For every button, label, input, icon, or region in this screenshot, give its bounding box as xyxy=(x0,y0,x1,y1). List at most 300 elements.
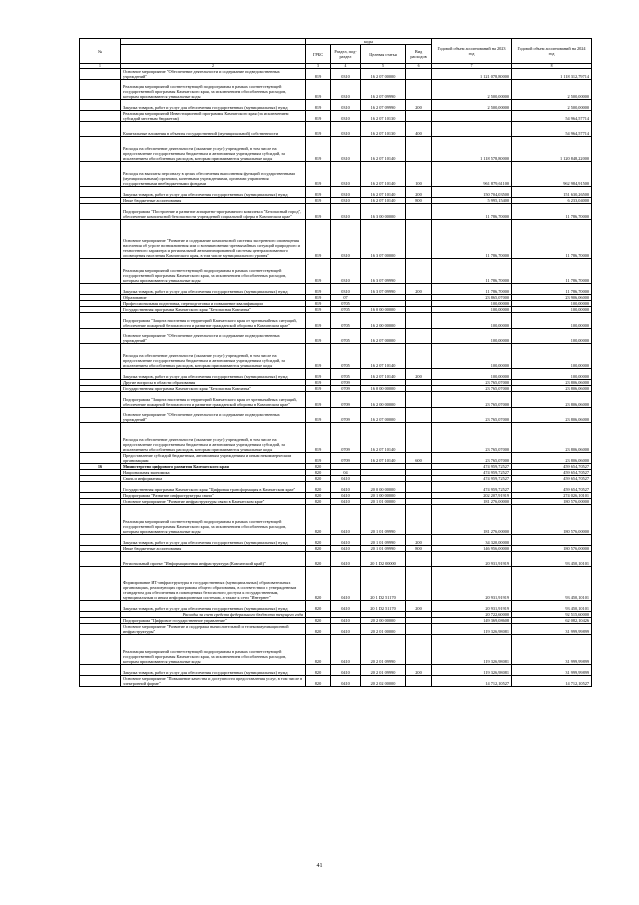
row-amount-2023: 150 704,03500 xyxy=(432,187,512,198)
table-row xyxy=(80,137,592,162)
row-amount-2024: 31 999,99899 xyxy=(512,665,592,676)
row-target-article: 16 2 07 10140 xyxy=(361,198,406,204)
row-expense-type xyxy=(406,313,432,329)
row-razdel: 0410 xyxy=(331,476,361,482)
index-cell: 6 xyxy=(406,64,432,69)
row-grbs: 819 xyxy=(306,137,331,162)
table-row xyxy=(80,601,592,612)
table-row xyxy=(80,567,592,601)
row-amount-2023: 14 712,10527 xyxy=(432,676,512,687)
row-expense-type xyxy=(406,329,432,344)
row-number xyxy=(80,482,121,493)
row-razdel: 0310 xyxy=(331,284,361,295)
row-target-article: 20 1 D2 51170 xyxy=(361,567,406,601)
row-number xyxy=(80,69,121,80)
row-razdel: 0705 xyxy=(331,313,361,329)
row-description: Подпрограмма "Построение и развитие аппаратно-программного комплекса "Безопасный город", обеспечение комплексной безопасности учреждений социальной сферы в Камчатском крае" xyxy=(121,204,306,220)
row-description: Реализация мероприятий соответствующей подпрограммы в рамках соответствующей государственной программы Камчатского края, за исключением обособленных расходов, которым присваиваются уникальные коды xyxy=(121,80,306,100)
row-target-article: 16 2 07 00000 xyxy=(361,69,406,80)
row-amount-2024: 100,00000 xyxy=(512,369,592,380)
row-number xyxy=(80,369,121,380)
row-amount-2023: 1 118 578,80000 xyxy=(432,137,512,162)
row-description: Государственная программа Камчатского края "Цифровая трансформация в Камчатском крае" xyxy=(121,482,306,493)
row-razdel: 0410 xyxy=(331,624,361,635)
row-description: Основное мероприятие "Повышение качества и доступности предоставления услуг, в том числе в электронной форме" xyxy=(121,676,306,687)
row-razdel: 0705 xyxy=(331,307,361,313)
row-amount-2023: 474 959,72527 xyxy=(432,470,512,476)
row-amount-2024: 23 806,06000 xyxy=(512,392,592,408)
row-grbs: 819 xyxy=(306,111,331,122)
row-grbs: 819 xyxy=(306,453,331,464)
row-number xyxy=(80,111,121,122)
row-grbs: 820 xyxy=(306,482,331,493)
row-target-article: 16 2 07 00000 xyxy=(361,329,406,344)
row-razdel: 0705 xyxy=(331,329,361,344)
row-amount-2023: 34 320,00000 xyxy=(432,535,512,546)
row-grbs: 819 xyxy=(306,284,331,295)
row-number xyxy=(80,204,121,220)
row-razdel: 0310 xyxy=(331,137,361,162)
row-razdel: 0410 xyxy=(331,499,361,505)
row-number xyxy=(80,392,121,408)
row-amount-2024: 180 576,00000 xyxy=(512,499,592,505)
table-row xyxy=(80,482,592,493)
row-amount-2023: 119 326,98081 xyxy=(432,665,512,676)
row-razdel: 07 xyxy=(331,295,361,301)
row-amount-2024: 62 082,10426 xyxy=(512,618,592,624)
row-expense-type: 600 xyxy=(406,453,432,464)
row-amount-2023: 100,00000 xyxy=(432,301,512,307)
row-amount-2023: 2 500,00000 xyxy=(432,80,512,100)
row-grbs: 819 xyxy=(306,369,331,380)
row-expense-type: 200 xyxy=(406,665,432,676)
row-description: Капитальные вложения в объекты государственной (муниципальной) собственности xyxy=(121,122,306,137)
row-grbs: 819 xyxy=(306,295,331,301)
index-cell: 5 xyxy=(361,64,406,69)
row-grbs: 819 xyxy=(306,329,331,344)
table-row xyxy=(80,111,592,122)
header-grbs: ГРБС xyxy=(306,45,331,64)
row-amount-2023: 100,00000 xyxy=(432,307,512,313)
row-description: Расходы на обеспечение деятельности (оказание услуг) учреждений, в том числе на предоставление государственным бюджетным и автономным учреждениям субсидий, за исключением обособленных расходов, которым присваиваются уникальные коды xyxy=(121,137,306,162)
row-amount-2024: 459 654,70527 xyxy=(512,464,592,470)
row-grbs: 820 xyxy=(306,546,331,552)
row-number xyxy=(80,624,121,635)
row-razdel: 0310 xyxy=(331,122,361,137)
table-row xyxy=(80,162,592,187)
row-grbs: 819 xyxy=(306,386,331,392)
row-target-article: 20 2 00 00000 xyxy=(361,618,406,624)
header-year-2023: Годовой объем ассигнований на 2023 год xyxy=(432,39,512,64)
row-grbs: 820 xyxy=(306,635,331,665)
row-number xyxy=(80,284,121,295)
row-target-article: 16 2 07 10140 xyxy=(361,423,406,453)
table-row xyxy=(80,635,592,665)
row-description: Реализация мероприятий Инвестиционной программы Камчатского края (за исключением субсидий местным бюджетам) xyxy=(121,111,306,122)
row-expense-type: 200 xyxy=(406,284,432,295)
row-target-article: 16 2 07 10140 xyxy=(361,453,406,464)
row-expense-type xyxy=(406,423,432,453)
row-razdel: 04 xyxy=(331,470,361,476)
row-expense-type xyxy=(406,482,432,493)
row-razdel: 0705 xyxy=(331,301,361,307)
row-number xyxy=(80,453,121,464)
row-razdel: 0310 xyxy=(331,204,361,220)
row-expense-type xyxy=(406,624,432,635)
row-amount-2023: 23 765,07000 xyxy=(432,386,512,392)
header-number: № xyxy=(80,39,121,64)
row-target-article: 16 2 07 10130 xyxy=(361,122,406,137)
row-amount-2024: 23 806,06000 xyxy=(512,423,592,453)
row-amount-2023: 2 500,00000 xyxy=(432,100,512,111)
row-number xyxy=(80,408,121,423)
row-description: Подпрограмма "Защита населения и территорий Камчатского края от чрезвычайных ситуаций, обеспечение пожарной безопасности и развитие гражданской обороны в Камчатском крае" xyxy=(121,392,306,408)
row-number xyxy=(80,187,121,198)
row-amount-2024: 100,00000 xyxy=(512,344,592,369)
row-description: Расходы за счет средств федерального бюджета текущего года xyxy=(121,612,306,618)
row-target-article: 20 1 01 09990 xyxy=(361,546,406,552)
row-amount-2024: 93 450,10101 xyxy=(512,601,592,612)
table-row xyxy=(80,69,592,80)
row-number xyxy=(80,567,121,601)
row-target-article: 20 2 01 09990 xyxy=(361,665,406,676)
row-razdel: 0709 xyxy=(331,386,361,392)
row-target-article: 16 3 07 09990 xyxy=(361,284,406,295)
table-row xyxy=(80,284,592,295)
row-razdel: 0310 xyxy=(331,100,361,111)
row-amount-2024: 93 450,10101 xyxy=(512,567,592,601)
index-cell: 8 xyxy=(512,64,592,69)
row-number xyxy=(80,162,121,187)
row-number xyxy=(80,329,121,344)
row-number xyxy=(80,535,121,546)
row-amount-2023: 11 786,70000 xyxy=(432,204,512,220)
row-target-article: 16 2 07 09990 xyxy=(361,100,406,111)
row-description: Реализация мероприятий соответствующей подпрограммы в рамках соответствующей государственной программы Камчатского края, за исключением обособленных расходов, которым присваиваются уникальные коды xyxy=(121,635,306,665)
row-grbs: 820 xyxy=(306,464,331,470)
table-row xyxy=(80,329,592,344)
row-amount-2024: 180 576,00000 xyxy=(512,505,592,535)
row-grbs: 820 xyxy=(306,618,331,624)
row-amount-2023: 961 879,61100 xyxy=(432,162,512,187)
row-target-article: 16 2 07 10140 xyxy=(361,137,406,162)
row-grbs: 819 xyxy=(306,408,331,423)
row-description: Реализация мероприятий соответствующей подпрограммы в рамках соответствующей государственной программы Камчатского края, за исключением обособленных расходов, которым присваиваются уникальные коды xyxy=(121,259,306,284)
row-expense-type xyxy=(406,80,432,100)
row-description: Основное мероприятие "Обеспечение деятельности и содержание подведомственных учреждений" xyxy=(121,408,306,423)
row-amount-2023: 100,00000 xyxy=(432,313,512,329)
row-amount-2023: 20 931,91919 xyxy=(432,552,512,567)
row-amount-2024: 459 654,70527 xyxy=(512,482,592,493)
row-target-article: 20 0 00 00000 xyxy=(361,482,406,493)
row-razdel: 0310 xyxy=(331,187,361,198)
row-amount-2023: 20 931,91919 xyxy=(432,567,512,601)
row-expense-type: 400 xyxy=(406,122,432,137)
table-row xyxy=(80,552,592,567)
row-expense-type xyxy=(406,676,432,687)
row-razdel: 0410 xyxy=(331,493,361,499)
row-razdel: 0709 xyxy=(331,453,361,464)
row-grbs: 819 xyxy=(306,69,331,80)
row-grbs: 819 xyxy=(306,100,331,111)
row-description: Закупка товаров, работ и услуг для обеспечения государственных (муниципальных) нужд xyxy=(121,665,306,676)
row-amount-2023: 1 121 078,80000 xyxy=(432,69,512,80)
row-amount-2023: 23 765,07000 xyxy=(432,453,512,464)
row-amount-2024: 100,00000 xyxy=(512,329,592,344)
row-razdel: 0709 xyxy=(331,408,361,423)
row-description: Основное мероприятие "Развитие и поддержка вычислительной и телекоммуникационной инфраструктуры" xyxy=(121,624,306,635)
row-grbs: 820 xyxy=(306,505,331,535)
table-row xyxy=(80,505,592,535)
row-razdel: 0310 xyxy=(331,259,361,284)
row-target-article: 20 1 D2 00000 xyxy=(361,552,406,567)
row-expense-type xyxy=(406,552,432,567)
row-expense-type xyxy=(406,220,432,259)
row-razdel: 0310 xyxy=(331,111,361,122)
table-row xyxy=(80,392,592,408)
row-target-article: 16 2 07 10130 xyxy=(361,111,406,122)
table-row xyxy=(80,423,592,453)
row-amount-2024: 100,00000 xyxy=(512,301,592,307)
row-amount-2024: 100,00000 xyxy=(512,313,592,329)
row-amount-2023 xyxy=(432,111,512,122)
header-razdel: Раздел, под- раздел xyxy=(331,45,361,64)
table-row xyxy=(80,220,592,259)
row-grbs: 820 xyxy=(306,567,331,601)
row-amount-2023: 119 326,98081 xyxy=(432,635,512,665)
row-amount-2023: 5 995,15400 xyxy=(432,198,512,204)
row-description: Закупка товаров, работ и услуг для обеспечения государственных (муниципальных) нужд xyxy=(121,284,306,295)
row-description: Подпрограмма "Цифровое государственное управление" xyxy=(121,618,306,624)
row-description: Подпрограмма "Развитие инфраструктуры связи" xyxy=(121,493,306,499)
row-expense-type xyxy=(406,111,432,122)
row-number xyxy=(80,423,121,453)
header-csr: Целевая статья xyxy=(361,45,406,64)
row-target-article: 20 1 01 09990 xyxy=(361,535,406,546)
row-number xyxy=(80,676,121,687)
row-target-article: 16 0 00 00000 xyxy=(361,307,406,313)
table-row xyxy=(80,204,592,220)
row-number xyxy=(80,259,121,284)
table-row xyxy=(80,122,592,137)
row-amount-2024: 14 712,10527 xyxy=(512,676,592,687)
row-grbs: 820 xyxy=(306,601,331,612)
row-amount-2023: 100,00000 xyxy=(432,344,512,369)
row-grbs: 820 xyxy=(306,470,331,476)
table-row xyxy=(80,535,592,546)
row-target-article: 16 2 07 10140 xyxy=(361,187,406,198)
row-amount-2024: 100,00000 xyxy=(512,307,592,313)
row-amount-2024: 23 906,06000 xyxy=(512,295,592,301)
table-row xyxy=(80,369,592,380)
row-target-article: 16 2 07 09990 xyxy=(361,80,406,100)
row-grbs: 819 xyxy=(306,122,331,137)
row-expense-type: 200 xyxy=(406,601,432,612)
row-description: Связь и информатика xyxy=(121,476,306,482)
row-amount-2024: 274 026,10101 xyxy=(512,493,592,499)
row-grbs: 819 xyxy=(306,344,331,369)
row-amount-2024: 23 806,06000 xyxy=(512,380,592,386)
row-expense-type: 800 xyxy=(406,546,432,552)
row-target-article: 20 2 01 00000 xyxy=(361,624,406,635)
row-amount-2023 xyxy=(432,122,512,137)
row-expense-type xyxy=(406,204,432,220)
row-target-article: 20 1 00 00000 xyxy=(361,493,406,499)
row-description: Расходы на обеспечение деятельности (оказание услуг) учреждений, в том числе на предоставление государственным бюджетным и автономным учреждениям субсидий, за исключением обособленных расходов, которым присваиваются уникальные коды xyxy=(121,344,306,369)
row-razdel: 0410 xyxy=(331,665,361,676)
row-description: Закупка товаров, работ и услуг для обеспечения государственных (муниципальных) нужд xyxy=(121,535,306,546)
row-description: Министерство цифрового развития Камчатского края xyxy=(121,464,306,470)
row-grbs: 819 xyxy=(306,220,331,259)
row-amount-2024: 151 630,26500 xyxy=(512,187,592,198)
row-amount-2024: 11 786,70000 xyxy=(512,259,592,284)
row-description: Региональный проект "Информационная инфраструктура (Камчатский край)" xyxy=(121,552,306,567)
row-description: Государственная программа Камчатского края "Безопасная Камчатка" xyxy=(121,307,306,313)
row-target-article: 16 0 00 00000 xyxy=(361,386,406,392)
row-amount-2024: 180 576,00000 xyxy=(512,546,592,552)
row-description: Профессиональная подготовка, переподготовка и повышение квалификации xyxy=(121,301,306,307)
row-description: Закупка товаров, работ и услуг для обеспечения государственных (муниципальных) нужд xyxy=(121,369,306,380)
table-row xyxy=(80,624,592,635)
row-amount-2023: 11 786,70000 xyxy=(432,220,512,259)
row-expense-type: 100 xyxy=(406,162,432,187)
header-vr: Вид расходов xyxy=(406,45,432,64)
row-amount-2023: 11 786,70000 xyxy=(432,284,512,295)
row-amount-2023: 11 786,70000 xyxy=(432,259,512,284)
row-description: Основное мероприятие "Развитие и содержание комплексной системы экстренного оповещения населения об угрозе возникновения или о возникновении чрезвычайных ситуаций природного и техногенного характера и региональной автоматизированной системы централизованного оповещения населения Камчатского края, в том числе муниципального уровня" xyxy=(121,220,306,259)
row-description: Предоставление субсидий бюджетным, автономным учреждениям и иным некоммерческим организациям xyxy=(121,453,306,464)
row-description: Подпрограмма "Защита населения и территорий Камчатского края от чрезвычайных ситуаций, обеспечение пожарной безопасности и развитие гражданской обороны в Камчатском крае" xyxy=(121,313,306,329)
row-expense-type xyxy=(406,259,432,284)
row-number xyxy=(80,505,121,535)
row-amount-2023: 100,00000 xyxy=(432,329,512,344)
table-row xyxy=(80,313,592,329)
row-amount-2024: 54 964,57714 xyxy=(512,122,592,137)
row-target-article: 16 2 07 10140 xyxy=(361,369,406,380)
row-amount-2024: 23 806,06000 xyxy=(512,453,592,464)
row-grbs: 819 xyxy=(306,392,331,408)
row-amount-2023: 20 931,91919 xyxy=(432,601,512,612)
row-amount-2024: 92 515,60000 xyxy=(512,612,592,618)
row-description: Расходы на выплаты персоналу в целях обеспечения выполнения функций государственными (муниципальными) органами, казенными учреждениями, органами управления государственными внебюджетными фондами xyxy=(121,162,306,187)
row-amount-2023: 23 865,07000 xyxy=(432,295,512,301)
row-razdel: 0410 xyxy=(331,601,361,612)
row-amount-2024: 93 450,10101 xyxy=(512,552,592,567)
index-cell: 3 xyxy=(306,64,331,69)
table-row xyxy=(80,408,592,423)
row-amount-2023: 23 765,07000 xyxy=(432,408,512,423)
row-grbs: 819 xyxy=(306,313,331,329)
row-description: Образование xyxy=(121,295,306,301)
row-target-article: 20 2 02 00000 xyxy=(361,676,406,687)
row-amount-2024: 31 999,99899 xyxy=(512,624,592,635)
row-amount-2024 xyxy=(512,535,592,546)
row-razdel: 0410 xyxy=(331,618,361,624)
table-row xyxy=(80,187,592,198)
row-number xyxy=(80,313,121,329)
page-number: 41 xyxy=(316,863,323,869)
row-grbs: 820 xyxy=(306,493,331,499)
row-razdel: 0410 xyxy=(331,676,361,687)
row-number xyxy=(80,552,121,567)
row-expense-type xyxy=(406,635,432,665)
row-expense-type: 200 xyxy=(406,187,432,198)
row-amount-2023: 181 276,00000 xyxy=(432,505,512,535)
row-razdel: 0410 xyxy=(331,567,361,601)
row-razdel: 0310 xyxy=(331,80,361,100)
row-expense-type xyxy=(406,392,432,408)
row-amount-2024: 31 999,99899 xyxy=(512,635,592,665)
row-number xyxy=(80,665,121,676)
budget-table-sheet xyxy=(79,38,591,687)
header-year-2024: Годовой объем ассигнований на 2024 год xyxy=(512,39,592,64)
row-amount-2023: 181 276,00000 xyxy=(432,499,512,505)
row-description: Основное мероприятие "Обеспечение деятельности и содержание подведомственных учреждений" xyxy=(121,69,306,80)
row-grbs: 820 xyxy=(306,535,331,546)
row-number xyxy=(80,80,121,100)
row-grbs: 819 xyxy=(306,307,331,313)
row-number xyxy=(80,601,121,612)
row-amount-2023: 20 722,60000 xyxy=(432,612,512,618)
row-number xyxy=(80,220,121,259)
row-grbs: 819 xyxy=(306,204,331,220)
row-razdel: 0310 xyxy=(331,220,361,259)
table-row xyxy=(80,100,592,111)
row-razdel: 0709 xyxy=(331,392,361,408)
row-razdel: 0410 xyxy=(331,552,361,567)
row-grbs: 819 xyxy=(306,80,331,100)
row-grbs: 819 xyxy=(306,301,331,307)
row-target-article: 16 2 07 00000 xyxy=(361,408,406,423)
row-amount-2024: 962 984,91500 xyxy=(512,162,592,187)
index-cell: 2 xyxy=(121,64,306,69)
row-target-article: 20 2 01 09990 xyxy=(361,635,406,665)
row-description: Государственная программа Камчатского края "Безопасная Камчатка" xyxy=(121,386,306,392)
row-amount-2024: 11 786,70000 xyxy=(512,220,592,259)
row-expense-type: 200 xyxy=(406,369,432,380)
table-row xyxy=(80,665,592,676)
row-razdel: 0709 xyxy=(331,423,361,453)
row-amount-2024: 23 806,06000 xyxy=(512,386,592,392)
row-amount-2023: 146 956,00000 xyxy=(432,546,512,552)
row-number xyxy=(80,122,121,137)
table-row xyxy=(80,676,592,687)
row-grbs: 819 xyxy=(306,187,331,198)
row-razdel: 0410 xyxy=(331,505,361,535)
index-cell: 7 xyxy=(432,64,512,69)
row-amount-2023: 100,00000 xyxy=(432,369,512,380)
table-row xyxy=(80,80,592,100)
row-number: 16 xyxy=(80,464,121,470)
row-description: Формирование ИТ-инфраструктуры в государственных (муниципальных) образовательных организациях, реализующих программы общего образования, в соответствии с утвержденным стандартом для обеспечения в помещениях безопасного доступа к государственным, муниципальным и иным информационным системам, а также к сети "Интернет" xyxy=(121,567,306,601)
row-razdel: 0705 xyxy=(331,369,361,380)
row-amount-2023: 149 369,08608 xyxy=(432,618,512,624)
row-expense-type xyxy=(406,69,432,80)
row-amount-2023: 474 959,72527 xyxy=(432,464,512,470)
row-grbs: 819 xyxy=(306,259,331,284)
row-target-article: 20 1 01 00000 xyxy=(361,499,406,505)
row-description: Национальная экономика xyxy=(121,470,306,476)
header-codes: коды xyxy=(306,39,432,45)
row-grbs: 820 xyxy=(306,665,331,676)
row-description: Закупка товаров, работ и услуг для обеспечения государственных (муниципальных) нужд xyxy=(121,601,306,612)
row-target-article: 16 3 07 09990 xyxy=(361,259,406,284)
row-razdel: 0310 xyxy=(331,69,361,80)
row-description: Реализация мероприятий соответствующей подпрограммы в рамках соответствующей государственной программы Камчатского края, за исключением обособленных расходов, которым присваиваются уникальные коды xyxy=(121,505,306,535)
row-razdel: 0310 xyxy=(331,162,361,187)
table-body xyxy=(80,69,592,687)
row-expense-type xyxy=(406,505,432,535)
